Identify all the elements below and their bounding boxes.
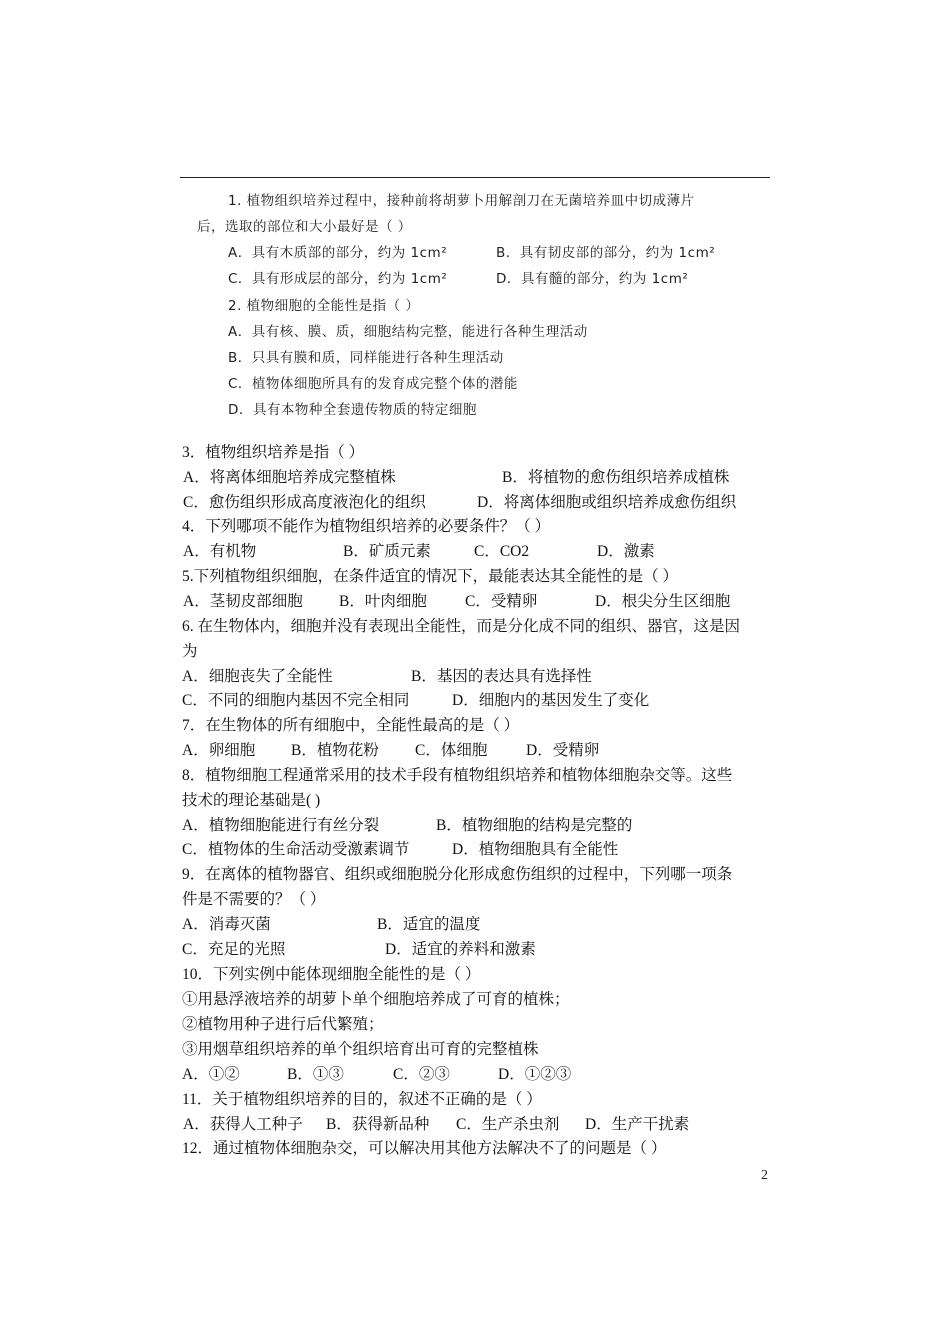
q3-option-b: B．将植物的愈伤组织培养成植株 bbox=[502, 469, 730, 486]
q10-statement-2: ②植物用种子进行后代繁殖； bbox=[182, 1016, 384, 1033]
q5-stem: 5.下列植物组织细胞，在条件适宜的情况下，最能表达其全能性的是（ ） bbox=[182, 568, 679, 585]
q3-option-c: C．愈伤组织形成高度液泡化的组织 bbox=[183, 494, 426, 511]
q6-option-b: B．基因的表达具有选择性 bbox=[411, 668, 592, 685]
q2-option-b: B．只具有膜和质，同样能进行各种生理活动 bbox=[228, 350, 504, 366]
q9-stem-line2: 件是不需要的？（ ） bbox=[182, 891, 326, 908]
q1-option-a: A．具有木质部的部分，约为 1cm² bbox=[228, 245, 448, 261]
q10-option-b: B．①③ bbox=[287, 1066, 344, 1083]
q6-option-c: C．不同的细胞内基因不完全相同 bbox=[182, 692, 410, 709]
q2-stem: 2. 植物细胞的全能性是指（ ） bbox=[228, 298, 420, 314]
q10-stem: 10．下列实例中能体现细胞全能性的是（ ） bbox=[182, 966, 481, 983]
q11-option-a: A．获得人工种子 bbox=[183, 1116, 303, 1133]
q4-option-a: A．有机物 bbox=[183, 543, 257, 560]
q10-option-c: C．②③ bbox=[393, 1066, 450, 1083]
q5-option-a: A．茎韧皮部细胞 bbox=[183, 593, 303, 610]
q11-option-b: B．获得新品种 bbox=[326, 1116, 430, 1133]
q8-stem-line2: 技术的理论基础是( ) bbox=[182, 792, 321, 809]
q6-option-d: D．细胞内的基因发生了变化 bbox=[452, 692, 650, 709]
q4-option-b: B．矿质元素 bbox=[343, 543, 431, 560]
q5-option-b: B．叶肉细胞 bbox=[339, 593, 427, 610]
q10-statement-1: ①用悬浮液培养的胡萝卜单个细胞培养成了可育的植株； bbox=[182, 991, 570, 1008]
q8-option-a: A．植物细胞能进行有丝分裂 bbox=[182, 817, 380, 834]
q3-option-a: A．将离体细胞培养成完整植株 bbox=[183, 469, 396, 486]
q1-stem-line2: 后，选取的部位和大小最好是（ ） bbox=[197, 219, 412, 235]
q7-option-c: C．体细胞 bbox=[415, 742, 488, 759]
q2-option-d: D．具有本物种全套遗传物质的特定细胞 bbox=[228, 402, 477, 418]
q6-stem-line1: 6. 在生物体内，细胞并没有表现出全能性，而是分化成不同的组织、器官，这是因 bbox=[182, 618, 741, 635]
q10-statement-3: ③用烟草组织培养的单个组织培育出可育的完整植株 bbox=[182, 1041, 539, 1058]
q7-option-b: B．植物花粉 bbox=[291, 742, 379, 759]
q7-option-a: A．卵细胞 bbox=[182, 742, 256, 759]
q9-option-a: A．消毒灭菌 bbox=[182, 916, 271, 933]
page-number: 2 bbox=[761, 1168, 768, 1183]
q9-option-c: C．充足的光照 bbox=[182, 941, 286, 958]
q6-stem-line2: 为 bbox=[182, 643, 198, 660]
header-rule bbox=[180, 177, 770, 178]
q2-option-a: A．具有核、膜、质，细胞结构完整，能进行各种生理活动 bbox=[228, 324, 588, 340]
q5-option-c: C．受精卵 bbox=[465, 593, 538, 610]
q7-option-d: D．受精卵 bbox=[526, 742, 600, 759]
q10-option-d: D．①②③ bbox=[498, 1066, 572, 1083]
q1-option-d: D．具有髓的部分，约为 1cm² bbox=[496, 271, 689, 287]
q4-stem: 4．下列哪项不能作为植物组织培养的必要条件？（ ） bbox=[182, 518, 551, 535]
q3-option-d: D．将离体细胞或组织培养成愈伤组织 bbox=[477, 494, 737, 511]
q6-option-a: A．细胞丧失了全能性 bbox=[182, 668, 333, 685]
q3-stem: 3．植物组织培养是指（ ） bbox=[182, 444, 365, 461]
q12-stem: 12．通过植物体细胞杂交，可以解决用其他方法解决不了的问题是（ ） bbox=[182, 1140, 667, 1157]
q4-option-d: D．激素 bbox=[597, 543, 655, 560]
q11-option-c: C．生产杀虫剂 bbox=[456, 1116, 560, 1133]
q1-option-c: C．具有形成层的部分，约为 1cm² bbox=[228, 271, 448, 287]
q10-option-a: A．①② bbox=[182, 1066, 240, 1083]
q8-option-c: C．植物体的生命活动受激素调节 bbox=[182, 841, 410, 858]
q8-option-d: D．植物细胞具有全能性 bbox=[452, 841, 619, 858]
q7-stem: 7．在生物体的所有细胞中，全能性最高的是（ ） bbox=[182, 717, 520, 734]
q8-option-b: B．植物细胞的结构是完整的 bbox=[436, 817, 633, 834]
q8-stem-line1: 8．植物细胞工程通常采用的技术手段有植物组织培养和植物体细胞杂交等。这些 bbox=[182, 767, 733, 784]
q2-option-c: C．植物体细胞所具有的发育成完整个体的潜能 bbox=[228, 376, 518, 392]
q11-stem: 11．关于植物组织培养的目的，叙述不正确的是（ ） bbox=[182, 1091, 542, 1108]
q9-option-d: D．适宜的养料和激素 bbox=[385, 941, 536, 958]
q5-option-d: D．根尖分生区细胞 bbox=[595, 593, 731, 610]
q1-option-b: B．具有韧皮部的部分，约为 1cm² bbox=[496, 245, 716, 261]
q1-stem-line1: 1. 植物组织培养过程中，接种前将胡萝卜用解剖刀在无菌培养皿中切成薄片 bbox=[228, 193, 695, 209]
q11-option-d: D．生产干扰素 bbox=[585, 1116, 690, 1133]
q4-option-c: C．CO2 bbox=[474, 543, 530, 560]
q9-stem-line1: 9．在离体的植物器官、组织或细胞脱分化形成愈伤组织的过程中，下列哪一项条 bbox=[182, 866, 733, 883]
q9-option-b: B．适宜的温度 bbox=[377, 916, 481, 933]
